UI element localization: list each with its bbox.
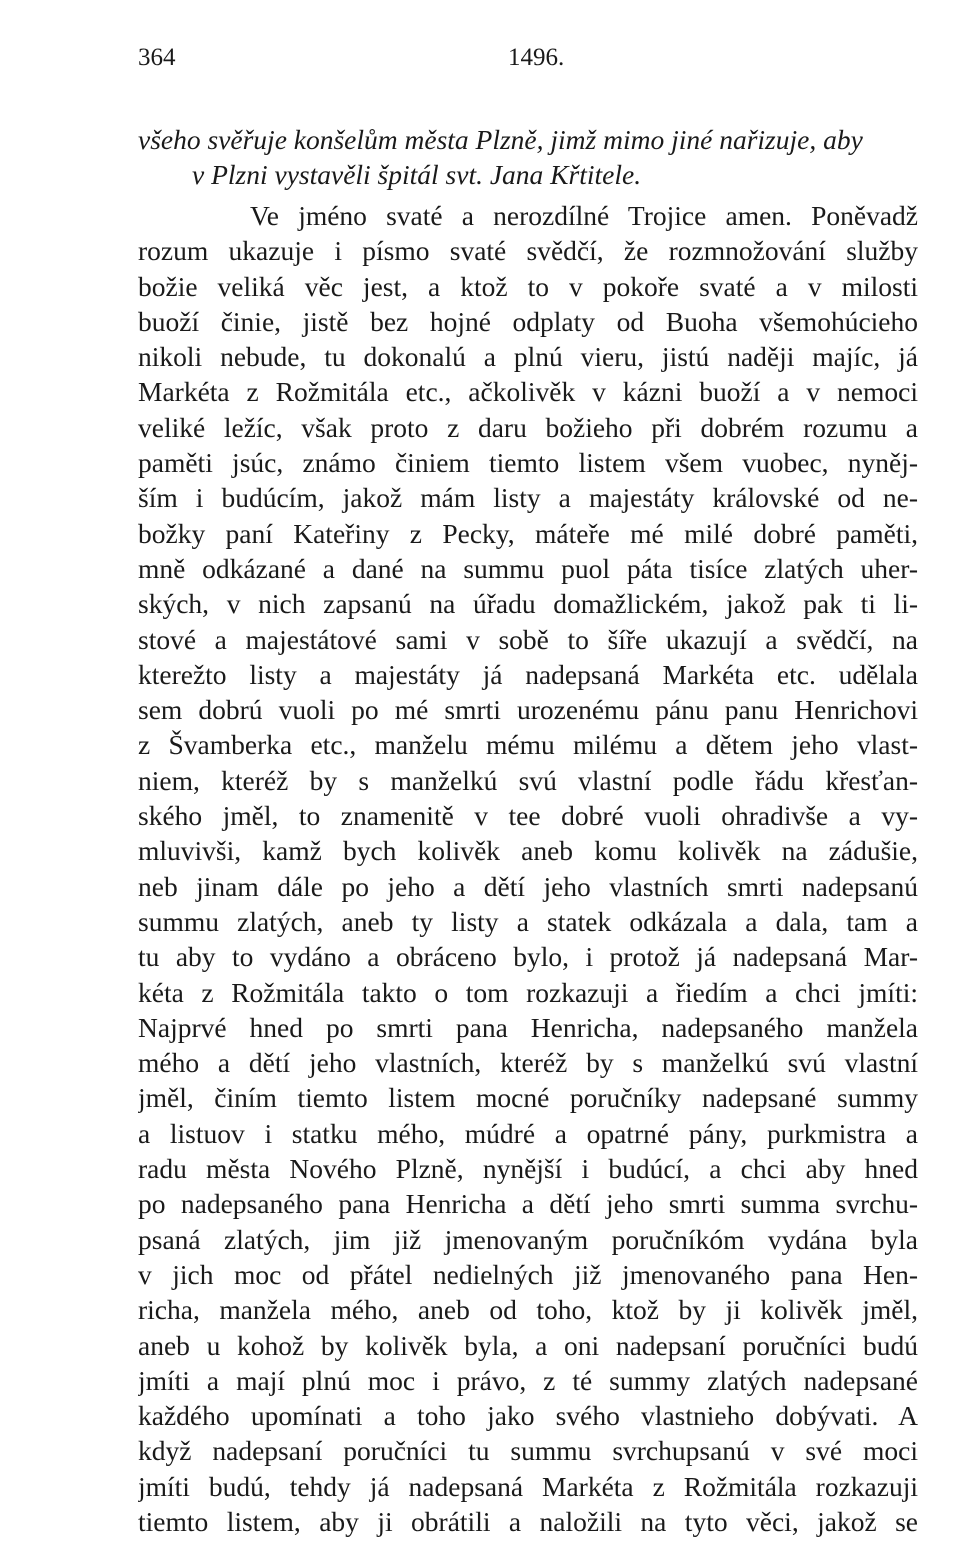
text-line: tu aby to vydáno a obráceno bylo, i protož já nadepsaná Mar- bbox=[138, 941, 918, 973]
text-line: Ve jméno svaté a nerozdílné Trojice amen. Poněvadž bbox=[250, 200, 918, 231]
page-number: 364 bbox=[138, 44, 176, 71]
text-line: Markéta z Rožmitála etc., ačkolivěk v kázni buoží a v nemoci bbox=[138, 376, 918, 408]
text-line: božky paní Kateřiny z Pecky, máteře mé milé dobré paměti, bbox=[138, 517, 918, 549]
text-line: jmíti a mají plnú moc i právo, z té summy zlatých nadepsané bbox=[138, 1364, 918, 1396]
text-line: jměl, činím tiemto listem mocné poručníky nadepsané summy bbox=[138, 1082, 918, 1114]
text-line: ských, v nich zapsanú na úřadu domažlickém, jakož pak ti li- bbox=[138, 588, 918, 620]
text-line: summu zlatých, aneb ty listy a statek odkázala a dala, tam a bbox=[138, 905, 918, 937]
text-line: psaná zlatých, jim již jmenovaným poručníkóm vydána byla bbox=[138, 1223, 918, 1255]
text-line: richa, manžela mého, aneb od toho, ktož by ji kolivěk jměl, bbox=[138, 1294, 918, 1326]
text-line: každého upomínati a toho jako svého vlastnieho dobývati. A bbox=[138, 1400, 918, 1432]
running-head-year: 1496. bbox=[508, 44, 565, 71]
text-line: Najprvé hned po smrti pana Henricha, nadepsaného manžela bbox=[138, 1011, 918, 1043]
text-line: po nadepsaného pana Henricha a dětí jeho smrti summa svrchu- bbox=[138, 1188, 918, 1220]
body-paragraph bbox=[138, 198, 918, 1539]
text-line: sem dobrú vuoli po mé smrti urozenému pánu panu Henrichovi bbox=[138, 694, 918, 726]
summary-heading bbox=[138, 122, 918, 192]
text-line: radu města Nového Plzně, nynější i budúcí, a chci aby hned bbox=[138, 1153, 918, 1185]
text-line: rozum ukazuje i písmo svaté svědčí, že rozmnožování služby bbox=[138, 235, 918, 267]
text-line: kéta z Rožmitála takto o tom rozkazuji a řiedím a chci jmíti: bbox=[138, 976, 918, 1008]
text-line: a listuov i statku mého, múdré a opatrné pány, purkmistra a bbox=[138, 1117, 918, 1149]
text-line: z Švamberka etc., manželu mému milému a dětem jeho vlast- bbox=[138, 729, 918, 761]
text-line: neb jinam dále po jeho a dětí jeho vlastních smrti nadepsanú bbox=[138, 870, 918, 902]
summary-line: v Plzni vystavěli špitál svt. Jana Křtitele. bbox=[192, 159, 642, 190]
text-line: božie veliká věc jest, a ktož to v pokoře svaté a v milosti bbox=[138, 270, 918, 302]
text-line: ším i budúcím, jakož mám listy a majestáty královské od ne- bbox=[138, 482, 918, 514]
summary-line: všeho svěřuje konšelům města Plzně, jimž mimo jiné nařizuje, aby bbox=[138, 124, 863, 155]
text-line: paměti jsúc, známo činiem tiemto listem všem vuobec, nyněj- bbox=[138, 447, 918, 479]
page-header bbox=[138, 44, 918, 78]
text-line: mého a dětí jeho vlastních, kteréž by s manželkú svú vlastní bbox=[138, 1047, 918, 1079]
text-line: tiemto listem, aby ji obrátili a naložili na tyto věci, jakož se bbox=[138, 1505, 918, 1537]
text-line: niem, kteréž by s manželkú svú vlastní podle řádu křesťan- bbox=[138, 764, 918, 796]
text-line: aneb u kohož by kolivěk byla, a oni nadepsaní poručníci budú bbox=[138, 1329, 918, 1361]
text-line: mluvivši, kamž bych kolivěk aneb komu kolivěk na zádušie, bbox=[138, 835, 918, 867]
text-line: jmíti budú, tehdy já nadepsaná Markéta z Rožmitála rozkazuji bbox=[138, 1470, 918, 1502]
text-line: veliké ležíc, však proto z daru božieho při dobrém rozumu a bbox=[138, 411, 918, 443]
text-line: ského jměl, to znamenitě v tee dobré vuoli ohradivše a vy- bbox=[138, 800, 918, 832]
text-line: kterežto listy a majestáty já nadepsaná Markéta etc. udělala bbox=[138, 658, 918, 690]
text-line: mně odkázané a dané na summu puol páta tisíce zlatých uher- bbox=[138, 552, 918, 584]
text-line: stové a majestátové sami v sobě to šíře ukazují a svědčí, na bbox=[138, 623, 918, 655]
text-line: když nadepsaní poručníci tu summu svrchupsanú v své moci bbox=[138, 1435, 918, 1467]
text-line: v jich moc od přátel nedielných již jmenovaného pana Hen- bbox=[138, 1258, 918, 1290]
text-line: nikoli nebude, tu dokonalú a plnú vieru, jistú naději majíc, já bbox=[138, 341, 918, 373]
text-line: buoží činie, jistě bez hojné odplaty od Buoha všemohúcieho bbox=[138, 305, 918, 337]
